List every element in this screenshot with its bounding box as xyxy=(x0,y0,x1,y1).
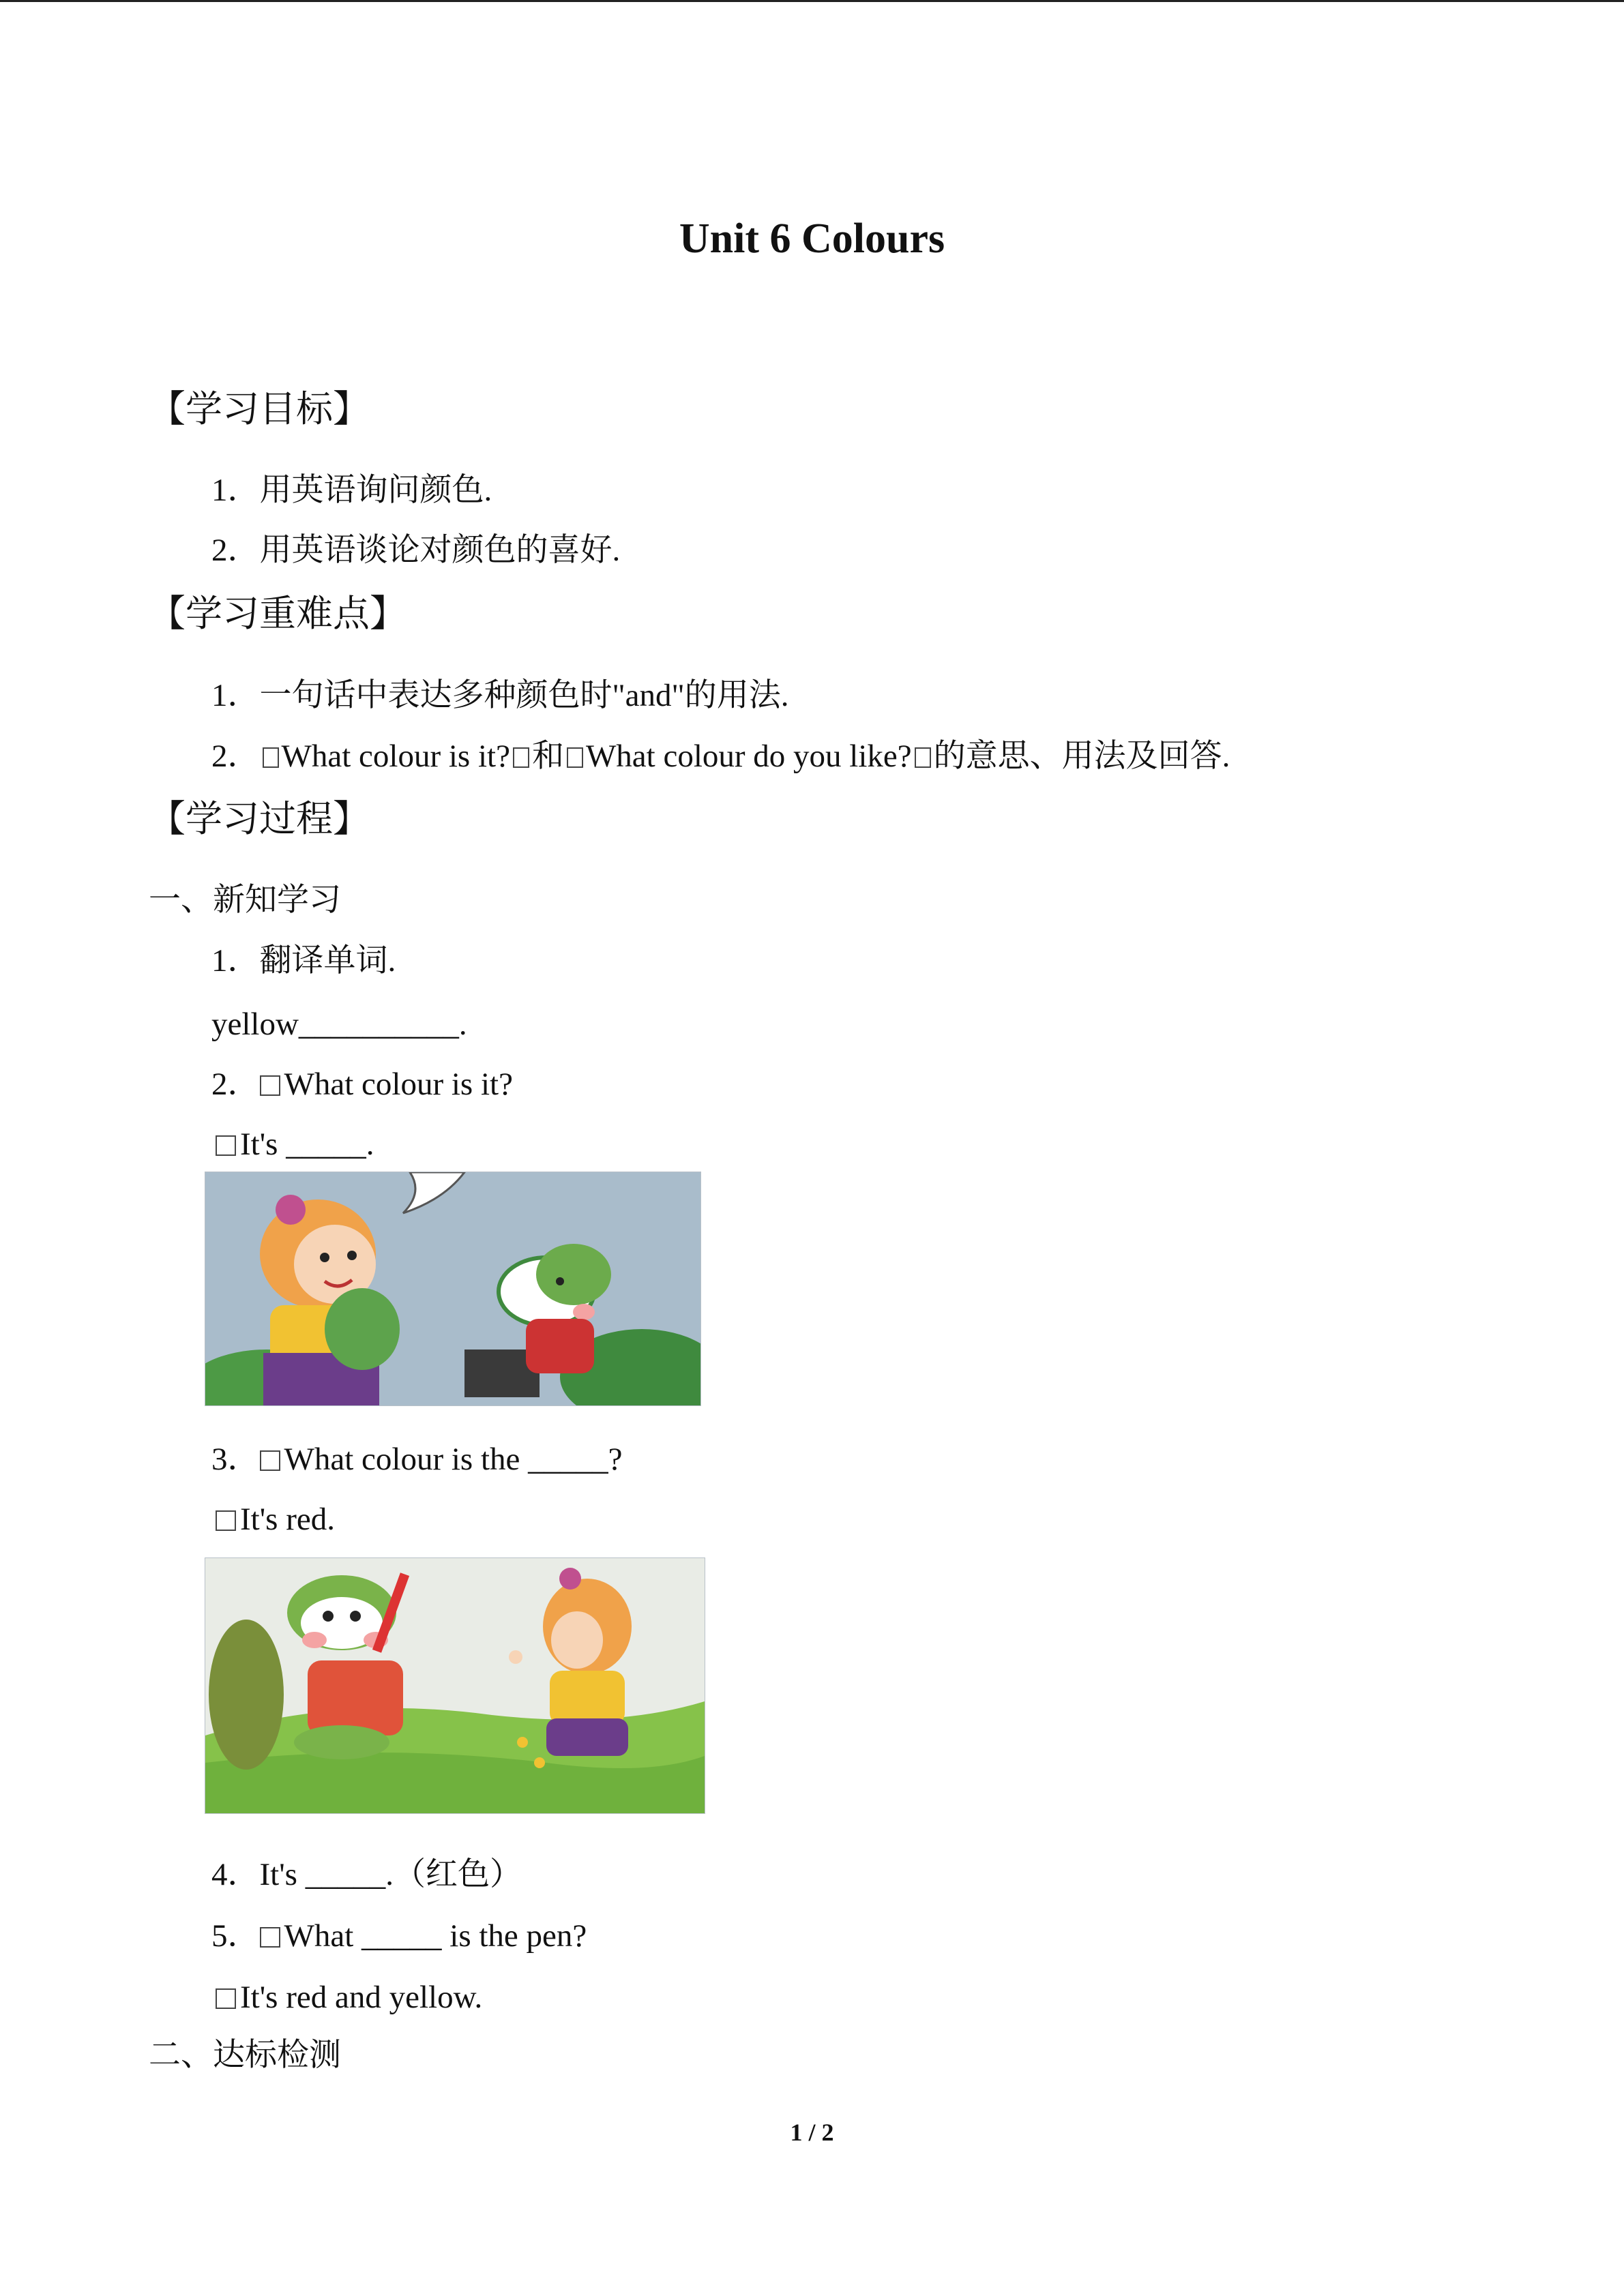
item-number: 5． xyxy=(211,1918,260,1954)
page-number: 1 / 2 xyxy=(790,2119,834,2146)
question-2: What colour do you like? xyxy=(585,739,912,774)
placeholder-box-icon xyxy=(263,747,279,768)
item-text: 翻译单词. xyxy=(259,943,396,979)
question: What colour is it? xyxy=(284,1067,513,1102)
item-number: 3． xyxy=(211,1442,260,1477)
item-number: 2． xyxy=(211,739,260,774)
exercise-2-answer xyxy=(216,1124,374,1165)
item-text: 用英语询问颜色. xyxy=(259,473,492,508)
exercise-2 xyxy=(211,1064,513,1105)
placeholder-box-icon xyxy=(260,1450,280,1471)
item-number: 1． xyxy=(211,943,260,979)
item-text: It's _____.（红色） xyxy=(259,1857,522,1892)
goal-item-1 xyxy=(211,470,492,511)
placeholder-box-icon xyxy=(216,1510,236,1531)
key-point-item-1 xyxy=(211,675,788,716)
item-text: 一句话中表达多种颜色时"and"的用法. xyxy=(259,678,789,713)
placeholder-box-icon xyxy=(260,1927,280,1948)
exercise-4 xyxy=(211,1854,522,1895)
cartoon-illustration-2 xyxy=(205,1558,705,1813)
goal-item-2 xyxy=(211,530,620,571)
cartoon-girl-and-crocodile-image xyxy=(205,1172,701,1406)
item-text: 用英语谈论对颜色的喜好. xyxy=(259,533,621,568)
answer: It's red. xyxy=(240,1502,335,1537)
part-assessment: 二、达标检测 xyxy=(149,2038,341,2073)
answer: It's _____. xyxy=(240,1127,374,1162)
cartoon-illustration-1 xyxy=(205,1172,700,1405)
heading-learning-goals: 【学习目标】 xyxy=(149,387,370,430)
part-new-knowledge: 一、新知学习 xyxy=(149,882,341,918)
placeholder-box-icon xyxy=(216,1135,236,1156)
exercise-1 xyxy=(211,940,396,981)
exercise-1-blank: yellow__________. xyxy=(211,1007,467,1042)
question-1: What colour is it? xyxy=(281,739,510,774)
heading-learning-process: 【学习过程】 xyxy=(149,797,370,840)
cartoon-crocodile-with-pen-image xyxy=(205,1557,705,1814)
item-number: 2． xyxy=(211,1067,260,1102)
page-title: Unit 6 Colours xyxy=(679,215,945,262)
placeholder-box-icon xyxy=(260,1075,280,1096)
placeholder-box-icon xyxy=(513,747,529,768)
top-border xyxy=(0,0,1624,2)
item-number: 2． xyxy=(211,533,260,568)
placeholder-box-icon xyxy=(567,747,583,768)
placeholder-box-icon xyxy=(915,747,931,768)
question: What _____ is the pen? xyxy=(284,1918,587,1954)
exercise-3-answer xyxy=(216,1499,335,1540)
item-number: 1． xyxy=(211,678,260,713)
item-tail: 的意思、用法及回答. xyxy=(933,739,1230,774)
heading-key-points: 【学习重难点】 xyxy=(149,592,407,635)
exercise-3 xyxy=(211,1439,622,1480)
question: What colour is the _____? xyxy=(284,1442,623,1477)
answer: It's red and yellow. xyxy=(240,1980,483,2015)
exercise-5-answer xyxy=(216,1977,482,2018)
item-number: 4． xyxy=(211,1857,260,1892)
item-number: 1． xyxy=(211,473,260,508)
key-point-item-2 xyxy=(211,736,1230,777)
conjunction: 和 xyxy=(531,739,564,774)
exercise-5 xyxy=(211,1915,587,1956)
placeholder-box-icon xyxy=(216,1988,236,2009)
